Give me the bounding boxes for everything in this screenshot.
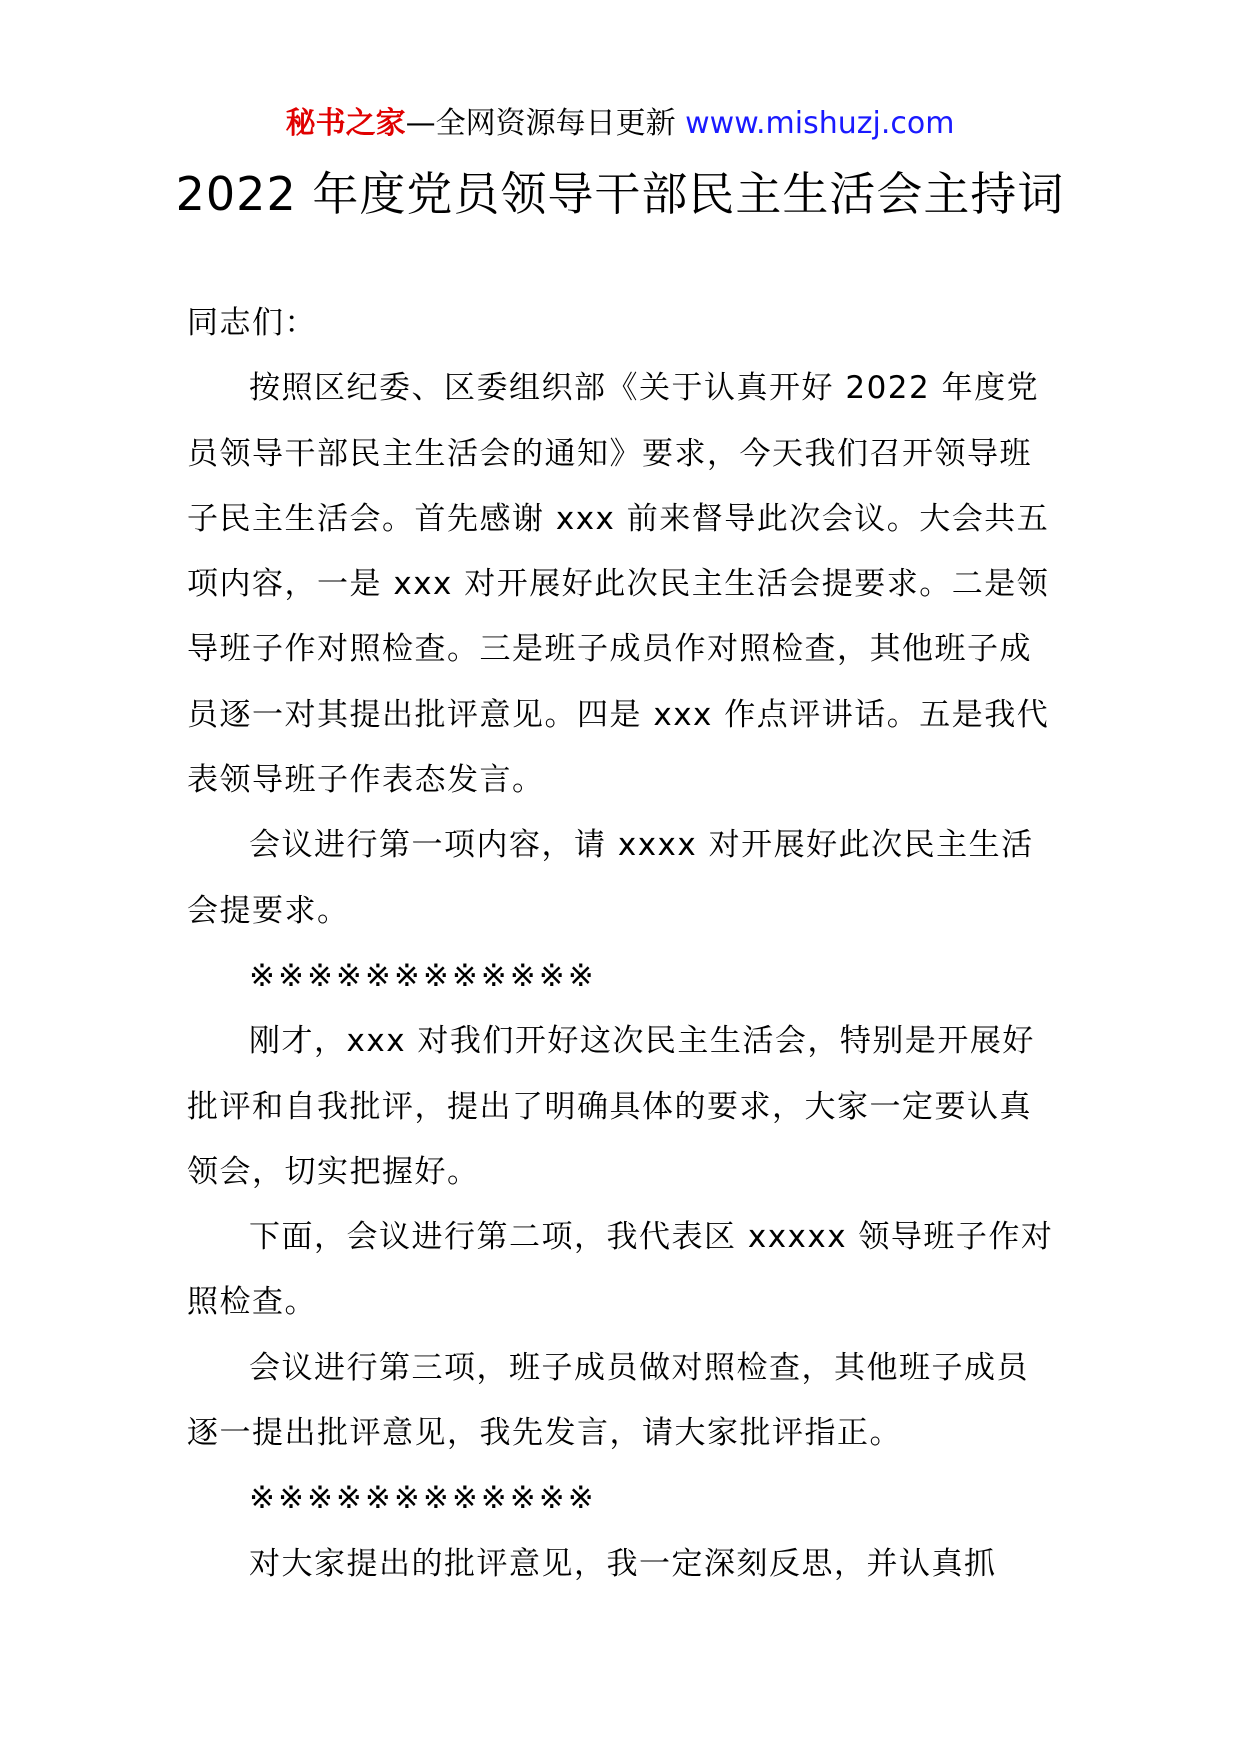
document-body [187, 291, 1057, 1597]
paragraph-item-one: 会议进行第一项内容，请 xxxx 对开展好此次民主生活会提要求。 [187, 827, 1034, 929]
paragraph-response-one: 刚才，xxx 对我们开好这次民主生活会，特别是开展好批评和自我批评，提出了明确具体的要求，大家一定要认真领会，切实把握好。 [187, 1023, 1035, 1190]
paragraph-intro: 按照区纪委、区委组织部《关于认真开好 2022 年度党员领导干部民主生活会的通知》要求，今天我们召开领导班子民主生活会。首先感谢 xxx 前来督导此次会议。大会共五项内容，一是 xxx 对开展好此次民主生活会提要求。二是领导班子作对照检查。三是班子成员作对照检查，其他班子成员逐一对其提出批评意见。四是 xxx 作点评讲话。五是我代表领导班子作表态发言。 [187, 370, 1050, 799]
site-url-link[interactable]: www.mishuzj.com [685, 106, 955, 141]
brand-name: 秘书之家 [285, 106, 406, 141]
paragraph-item-two: 下面，会议进行第二项，我代表区 xxxxx 领导班子作对照检查。 [187, 1219, 1054, 1321]
site-banner [0, 100, 1240, 148]
document-title: 2022 年度党员领导干部民主生活会主持词 [175, 167, 1065, 221]
placeholder-separator: ※※※※※※※※※※※※ [249, 957, 597, 994]
paragraph-item-three: 会议进行第三项，班子成员做对照检查，其他班子成员逐一提出批评意见，我先发言，请大家批评指正。 [187, 1349, 1029, 1452]
banner-tagline: —全网资源每日更新 [405, 106, 676, 141]
paragraph-response-two: 对大家提出的批评意见，我一定深刻反思，并认真抓 [249, 1545, 997, 1582]
placeholder-separator: ※※※※※※※※※※※※ [249, 1480, 597, 1517]
salutation: 同志们： [187, 305, 317, 341]
